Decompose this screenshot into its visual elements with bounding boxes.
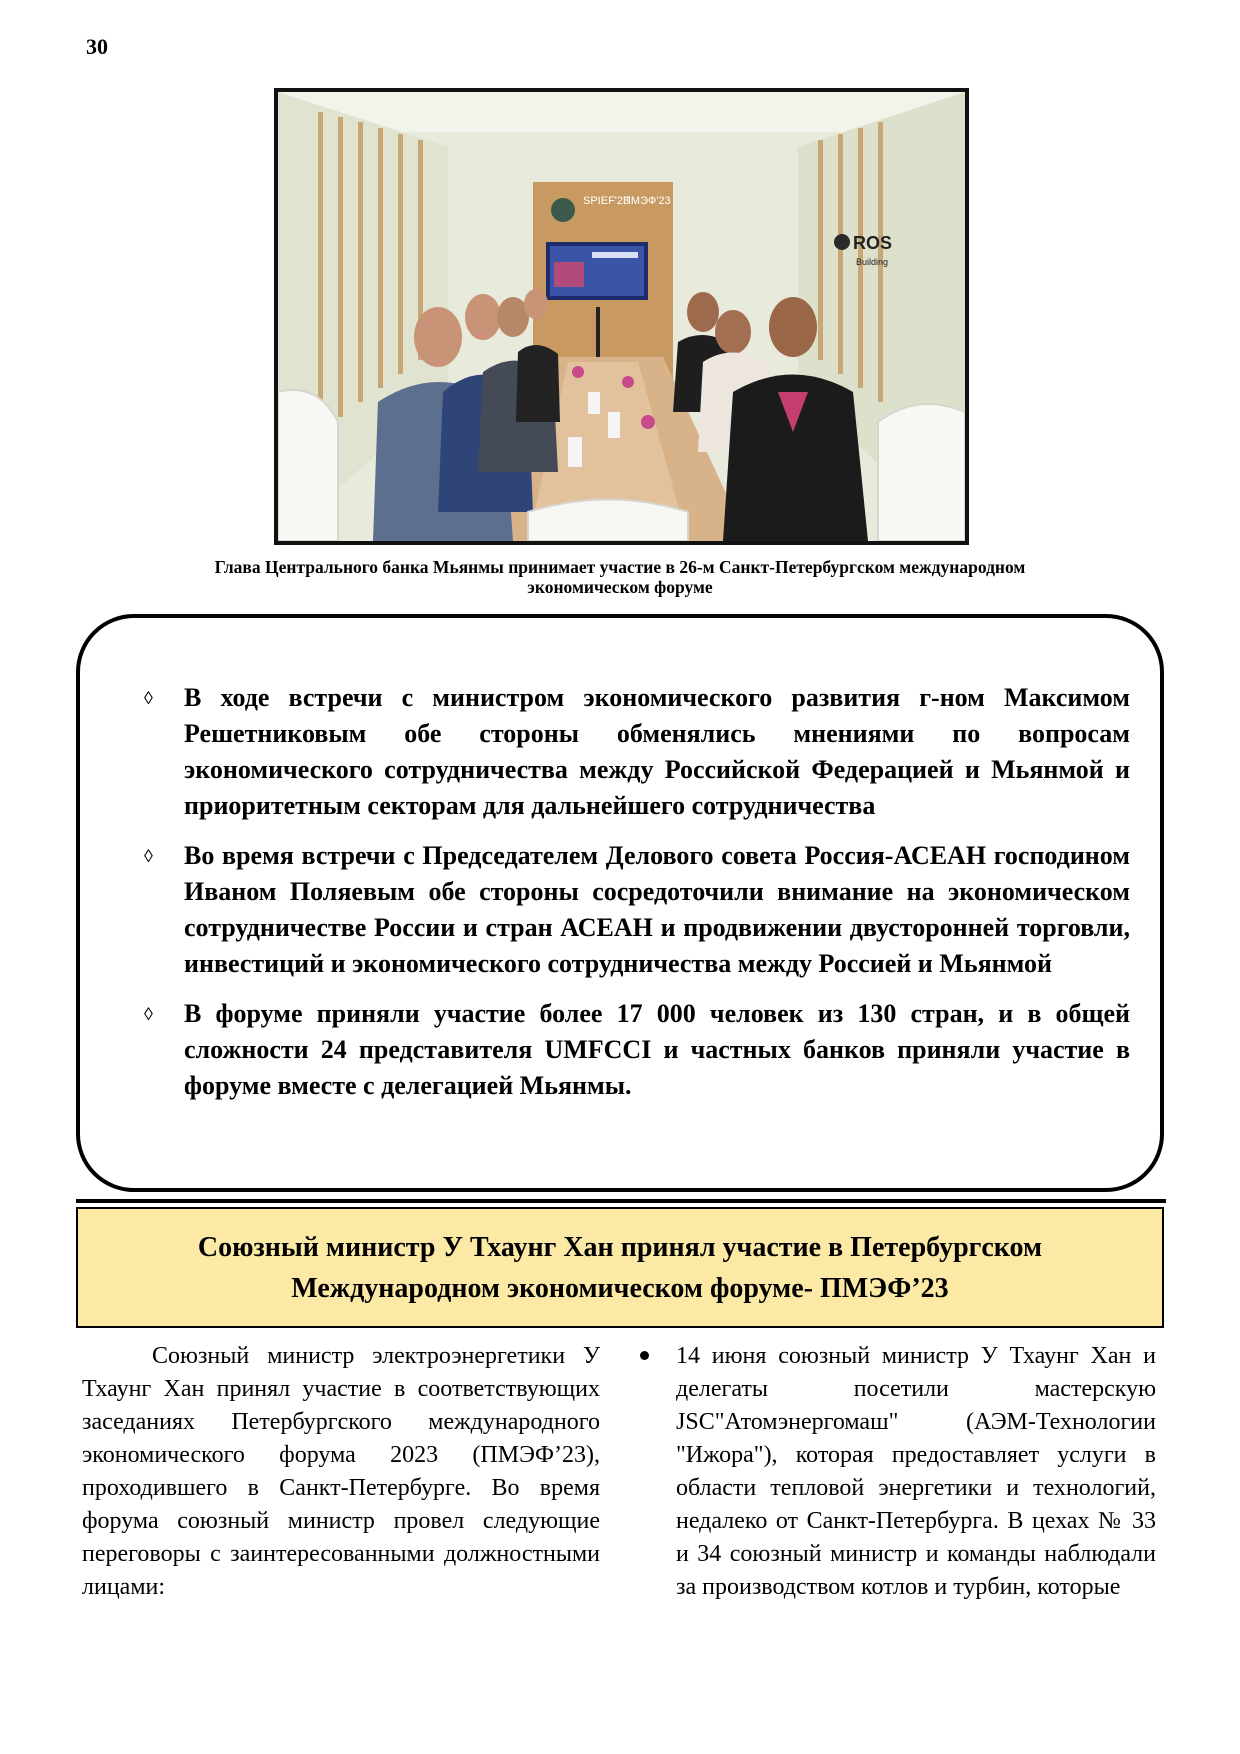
right-column-text: 14 июня союзный министр У Тхаунг Хан и делегаты посетили мастерскую JSC"Атомэнергомаш" (АЭМ-Технологии "Ижора"), которая предоставляет услуги в области тепловой энергетики и технологий, недалеко от Санкт-Петербурга. В цехах № 33 и 34 союзный министр и команды наблюдали за производством котлов и турбин, которые [676, 1343, 1156, 1600]
left-column-paragraph: Союзный министр электроэнергетики У Тхаунг Хан принял участие в соответствующих заседаниях Петербургского международного экономического форума 2023 (ПМЭФ’23), проходившего в Санкт-Петербурге. Во время форума союзный министр провел следующие переговоры с заинтересованными должностными лицами: [82, 1343, 600, 1600]
right-column-list [636, 1340, 1156, 1604]
bullet-text: Во время встречи с Председателем Делового совета Россия-АСЕАН господином Иваном Поляевым обе стороны сосредоточили внимание на экономическом сотрудничестве России и стран АСЕАН и продвижении двусторонней торговли, инвестиций и экономического сотрудничества между Россией и Мьянмой [184, 841, 1130, 978]
diamond-bullet-icon: ◊ [144, 1004, 153, 1024]
caption-line: Глава Центрального банка Мьянмы принимает участие в 26-м Санкт-Петербургском международном [214, 557, 1026, 577]
diamond-bullet-icon: ◊ [144, 688, 153, 708]
section-headline [198, 1227, 1042, 1309]
right-column-item [636, 1340, 1156, 1604]
sign-text: ROS [853, 233, 893, 253]
banner-text-ru: ПМЭФ'23 [623, 195, 671, 207]
bullet-text: В ходе встречи с министром экономического развития г-ном Максимом Решетниковым обе стороны обменялись мнениями по вопросам экономического сотрудничества между Российской Федерацией и Мьянмой и приоритетным секторам для дальнейшего сотрудничества [184, 683, 1130, 820]
summary-box [76, 614, 1164, 1192]
round-bullet-icon [640, 1351, 649, 1360]
summary-bullet [80, 680, 1160, 824]
page-number: 30 [86, 34, 108, 59]
banner-text: SPIEF'23 [583, 195, 630, 207]
diamond-bullet-icon: ◊ [144, 846, 153, 866]
summary-bullet [80, 838, 1160, 982]
summary-bullet-list [80, 680, 1160, 1118]
section-divider [76, 1199, 1166, 1203]
headline-line: Союзный министр У Тхаунг Хан принял участие в Петербургском [197, 1231, 1043, 1263]
photo-caption [120, 557, 1120, 597]
headline-box [76, 1207, 1164, 1328]
bullet-text: В форуме приняли участие более 17 000 человек из 130 стран, и в общей сложности 24 представителя UMFCCI и частных банков приняли участие в форуме вместе с делегацией Мьянмы. [184, 999, 1130, 1100]
summary-bullet [80, 996, 1160, 1104]
headline-line: Международном экономическом форуме- ПМЭФ’23 [291, 1272, 949, 1304]
sign-subtext: Building [856, 257, 889, 267]
caption-line: экономическом форуме [527, 577, 713, 597]
forum-meeting-photo [274, 88, 969, 545]
